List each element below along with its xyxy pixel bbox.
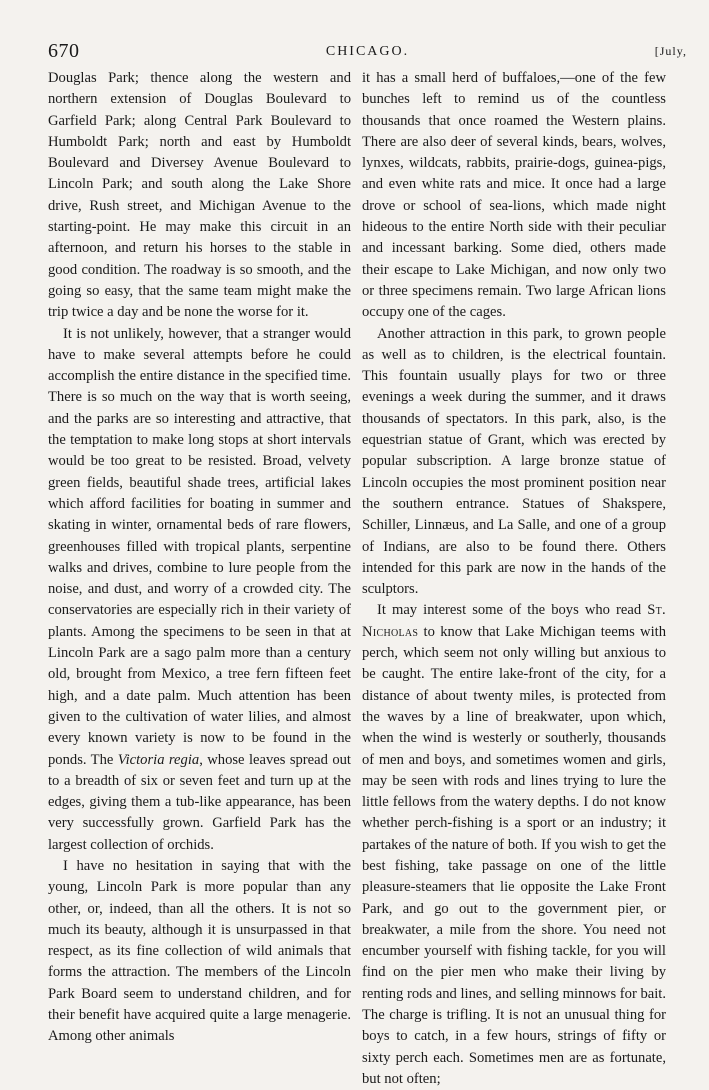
paragraph: Douglas Park; thence along the western and northern extension of Douglas Boulevard to Garfield Park; along Central Park Boulevard to Humboldt Park; north and east by Humboldt Boulevard and Diversey Avenue Boulevard to Lincoln Park; and south along the Lake Shore drive, Rush street, and Michigan Avenue to the starting-point. He may make this circuit in an afternoon, and return his horses to the stable in good condition. The roadway is so smooth, and the going so easy, that the same team might make the trip twice a day and be none the worse for it. — [48, 70, 351, 321]
paragraph — [362, 600, 666, 1090]
paragraph: I have no hesitation in saying that with the young, Lincoln Park is more popular than any other, or, indeed, than all the others. It is not so much its beauty, although it is unsurpassed in that respect, as its fine collection of wild animals that forms the attraction. The members of the Lincoln Park Board seem to understand children, and for their benefit have acquired quite a large menagerie. Among other animals — [48, 857, 351, 1045]
paragraph-text: It may interest some of the boys who read — [377, 602, 648, 619]
page-header — [48, 40, 687, 66]
paragraph-text: , whose leaves spread out to a breadth of six or seven feet and turn up at the edges, giving them a tub-like appearance, has been very successfully grown. Garfield Park has the largest collection of orchids. — [48, 751, 351, 853]
header-date: [July, — [654, 44, 687, 58]
paragraph: it has a small herd of buffaloes,—one of the few bunches left to remind us of the countless thousands that once roamed the Western plains. There are also deer of several kinds, bears, wolves, lynxes, wildcats, rabbits, prairie-dogs, guinea-pigs, and even white rats and mice. It once had a large drove or school of sea-lions, which made night hideous to the entire North side with their peculiar and incessant barking. Some died, others made their escape to Lake Michigan, and now only two or three specimens remain. Two large African lions occupy one of the cages. — [362, 70, 666, 321]
paragraph — [48, 324, 351, 856]
magazine-name: St. Nicholas — [362, 602, 666, 640]
paragraph: Another attraction in this park, to grown people as well as to children, is the electrical fountain. This fountain usually plays for two or three evenings a week during the summer, and it draws thousands of spectators. In this park, also, is the equestrian statue of Grant, which was erected by popular subscription. A large bronze statue of Lincoln occupies the most prominent position near the southern entrance. Statues of Shakspere, Schiller, Linnæus, and La Salle, and one of a group of Indians, are also to be found there. Others intended for this park are now in the hands of the sculptors. — [362, 325, 666, 598]
paragraph-text: to know that Lake Michigan teems with perch, which seem not only willing but anxious to be caught. The entire lake-front of the city, for a distance of about twenty miles, is protected from the waves by a line of breakwater, upon which, when the wind is westerly or southerly, thousands of men and boys, and sometimes women and girls, may be seen with rods and lines trying to lure the little fellows from the watery depths. I do not know whether perch-fishing is a sport or an industry; it partakes of the nature of both. If you wish to get the best fishing, take passage on one of the little pleasure-steamers that lie opposite the Lake Front Park, and go out to the government pier, or breakwater, a mile from the shore. You need not encumber yourself with fishing tackle, for you will find on the pier men who make their living by renting rods and lines, and selling minnows for bait. The charge is trifling. It is not an unusual thing for boys to catch, in a few hours, strings of fifty or sixty perch each. Sometimes men are as fortunate, but not often; — [362, 623, 666, 1087]
paragraph-text: It is not unlikely, however, that a stranger would have to make several attempts before he could accomplish the entire distance in the specified time. There is so much on the way that is worth seeing, and the parks are so interesting and attractive, that the temptation to make long stops at short intervals would be too great to be resisted. Broad, velvety green fields, beautiful shade trees, artificial lakes which afford facilities for boating in summer and skating in winter, ornamental beds of rare flowers, greenhouses filled with tropical plants, serpentine walks and drives, combine to lure people from the noise, and dust, and worry of a crowded city. The conservatories are especially rich in their variety of plants. Among the specimens to be seen in that at Lincoln Park are a sago palm more than a century old, brought from Mexico, a tree fern fifteen feet high, and a date palm. Much attention has been given to the cultivation of water lilies, and almost every known variety is now to be found in the ponds. The — [48, 325, 351, 768]
running-title: CHICAGO. — [325, 44, 410, 59]
italic-term: Victoria regia — [117, 751, 200, 768]
left-column — [48, 68, 351, 1048]
page-number: 670 — [48, 40, 80, 62]
right-column — [362, 68, 666, 1090]
